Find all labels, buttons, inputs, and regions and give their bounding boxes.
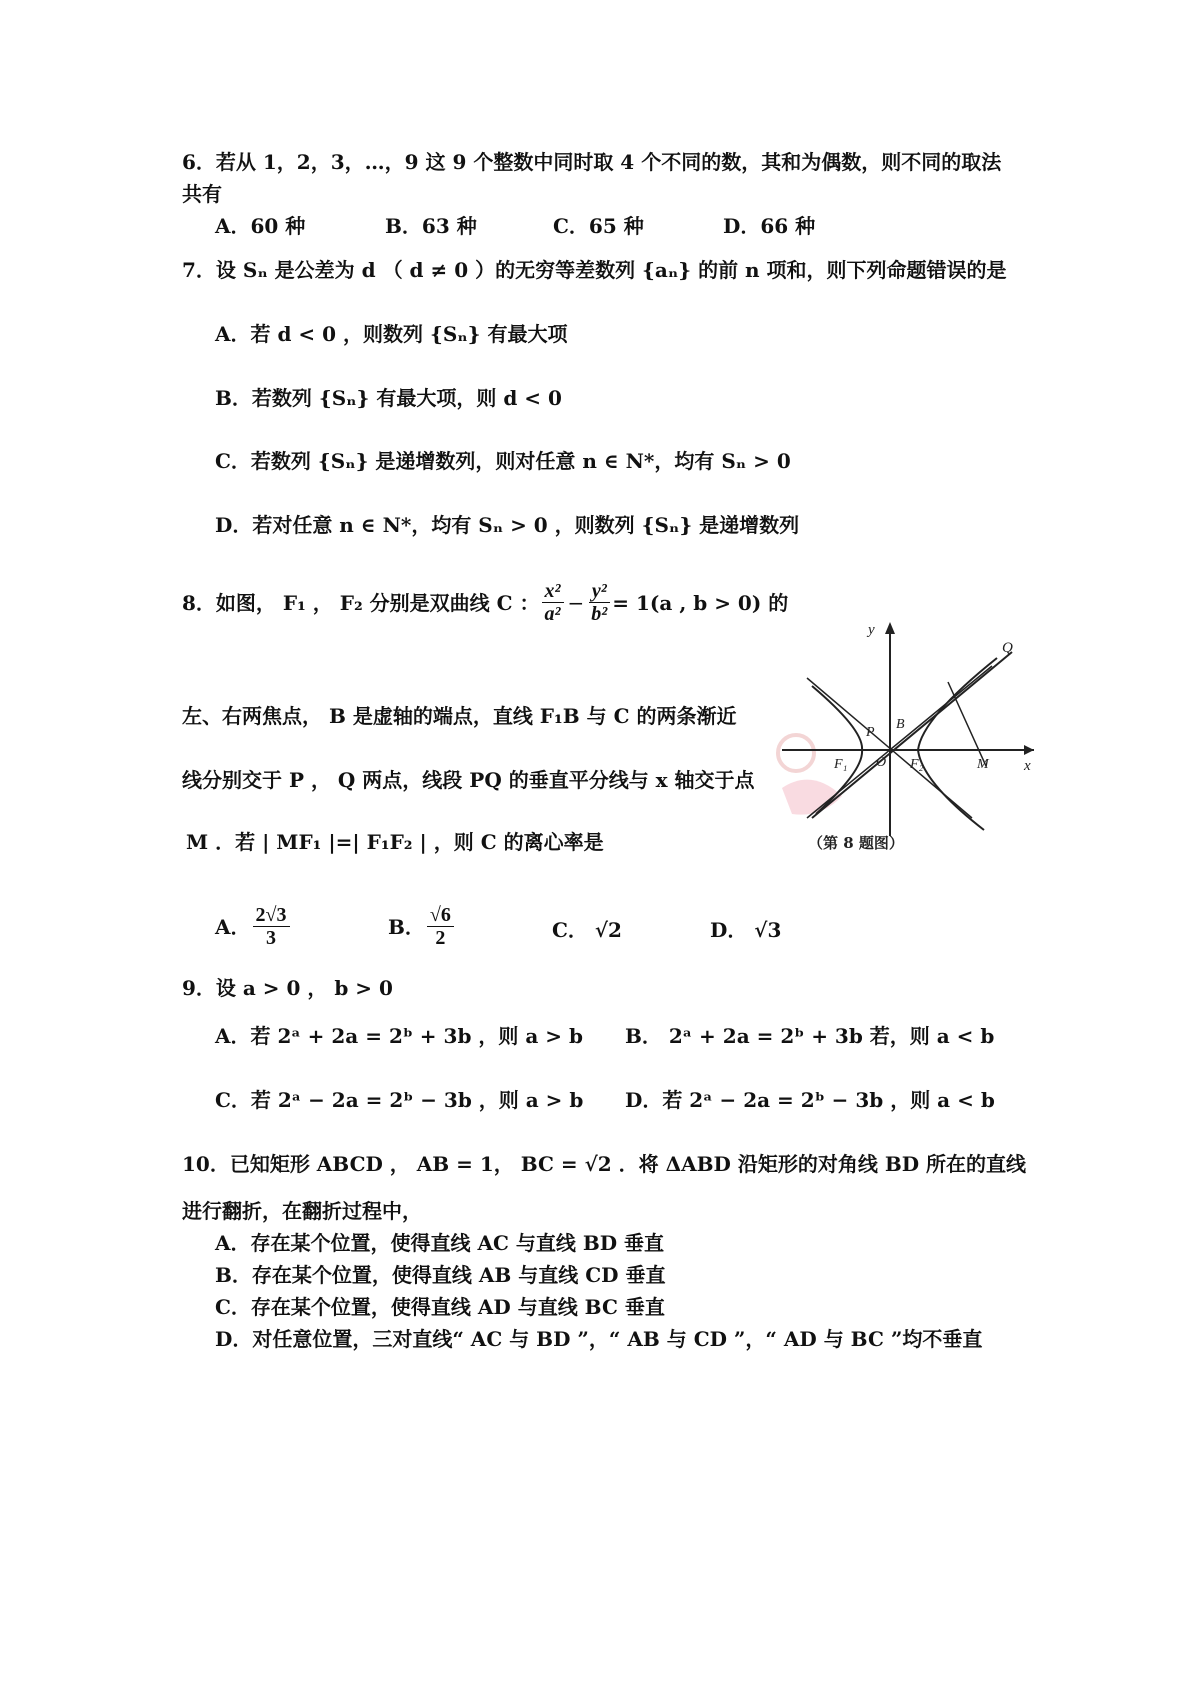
q8-stem-line2: 左、右两焦点， B 是虚轴的端点，直线 F₁B 与 C 的两条渐近 — [182, 704, 737, 728]
label-b: B — [896, 717, 905, 732]
label-f1: F₁ — [834, 757, 848, 772]
q10-option-c: C．存在某个位置，使得直线 AD 与直线 BC 垂直 — [215, 1295, 665, 1319]
q8-stem-line4: M ．若 | MF₁ |=| F₁F₂ | ，则 C 的离心率是 — [186, 830, 604, 854]
q8-option-b-num: √6 — [427, 904, 454, 927]
q8-option-a-label: A． — [215, 914, 251, 939]
q8-frac1-num: x² — [542, 580, 564, 603]
q9-option-a: A．若 2ᵃ + 2a = 2ᵇ + 3b ，则 a > b — [215, 1024, 583, 1048]
q7-option-c: C．若数列 {Sₙ} 是递增数列，则对任意 n ∈ N*，均有 Sₙ > 0 — [215, 449, 791, 473]
q8-option-b-den: 2 — [435, 927, 446, 949]
q9-option-d: D．若 2ᵃ − 2a = 2ᵇ − 3b ，则 a < b — [625, 1088, 995, 1112]
label-f2: F₂ — [910, 757, 924, 772]
q8-stem-line3: 线分别交于 P ， Q 两点，线段 PQ 的垂直平分线与 x 轴交于点 — [182, 768, 755, 792]
q10-option-b: B．存在某个位置，使得直线 AB 与直线 CD 垂直 — [215, 1263, 666, 1287]
q8-minus: − — [567, 590, 585, 615]
q10-option-d: D．对任意位置，三对直线“ AC 与 BD ”，“ AB 与 CD ”，“ AD 与 BC ”均不垂直 — [215, 1327, 983, 1351]
q9-option-b: B． 2ᵃ + 2a = 2ᵇ + 3b 若，则 a < b — [625, 1024, 995, 1048]
q6-stem-line2: 共有 — [182, 182, 222, 206]
q8-stem-pre: 8．如图， F₁ ， F₂ 分别是双曲线 C ： — [182, 590, 540, 615]
q8-stem-post: = 1(a , b > 0) 的 — [612, 590, 789, 615]
q8-stem-line1 — [182, 580, 788, 625]
q8-option-c: C． √2 — [552, 918, 622, 942]
q8-option-b-label: B． — [388, 914, 425, 939]
q8-fraction-y — [588, 580, 610, 625]
q8-fraction-x — [542, 580, 564, 625]
q8-option-b — [388, 904, 456, 949]
q8-option-a-fraction — [253, 904, 290, 949]
q10-stem-line1: 10．已知矩形 ABCD ， AB = 1， BC = √2 ．将 ΔABD 沿矩形的对角线 BD 所在的直线 — [182, 1152, 1027, 1176]
q6-option-c: C．65 种 — [553, 214, 644, 238]
q8-option-a-num: 2√3 — [253, 904, 290, 927]
label-p: P — [866, 725, 875, 740]
label-o: O — [876, 755, 887, 770]
q6-option-a: A．60 种 — [215, 214, 306, 238]
q8-option-a — [215, 904, 292, 949]
q7-option-a: A．若 d < 0 ，则数列 {Sₙ} 有最大项 — [215, 322, 568, 346]
q7-option-b: B．若数列 {Sₙ} 有最大项，则 d < 0 — [215, 386, 562, 410]
label-m: M — [977, 757, 989, 772]
q10-option-a: A．存在某个位置，使得直线 AC 与直线 BD 垂直 — [215, 1231, 665, 1255]
label-q: Q — [1002, 640, 1013, 656]
label-y: y — [868, 622, 875, 638]
q6-stem-line1: 6．若从 1，2，3，…，9 这 9 个整数中同时取 4 个不同的数，其和为偶数，则不同的取法 — [182, 150, 1002, 174]
label-x: x — [1024, 758, 1031, 774]
q8-option-d: D． √3 — [710, 918, 782, 942]
q8-hyperbola-figure — [772, 618, 1042, 858]
q8-frac2-den: b² — [591, 603, 608, 625]
q6-option-b: B．63 种 — [385, 214, 477, 238]
q8-frac2-num: y² — [589, 580, 610, 603]
q6-option-d: D．66 种 — [723, 214, 816, 238]
q9-option-c: C．若 2ᵃ − 2a = 2ᵇ − 3b ，则 a > b — [215, 1088, 584, 1112]
q7-stem: 7．设 Sₙ 是公差为 d （ d ≠ 0 ）的无穷等差数列 {aₙ} 的前 n 项和，则下列命题错误的是 — [182, 258, 1007, 282]
figure-caption: （第 8 题图） — [808, 834, 904, 852]
q7-option-d: D．若对任意 n ∈ N*，均有 Sₙ > 0 ，则数列 {Sₙ} 是递增数列 — [215, 513, 800, 537]
q8-option-b-fraction — [427, 904, 454, 949]
q8-option-a-den: 3 — [266, 927, 277, 949]
q8-frac1-den: a² — [544, 603, 561, 625]
q9-stem: 9．设 a > 0 ， b > 0 — [182, 976, 393, 1000]
q10-stem-line2: 进行翻折，在翻折过程中， — [182, 1199, 422, 1223]
